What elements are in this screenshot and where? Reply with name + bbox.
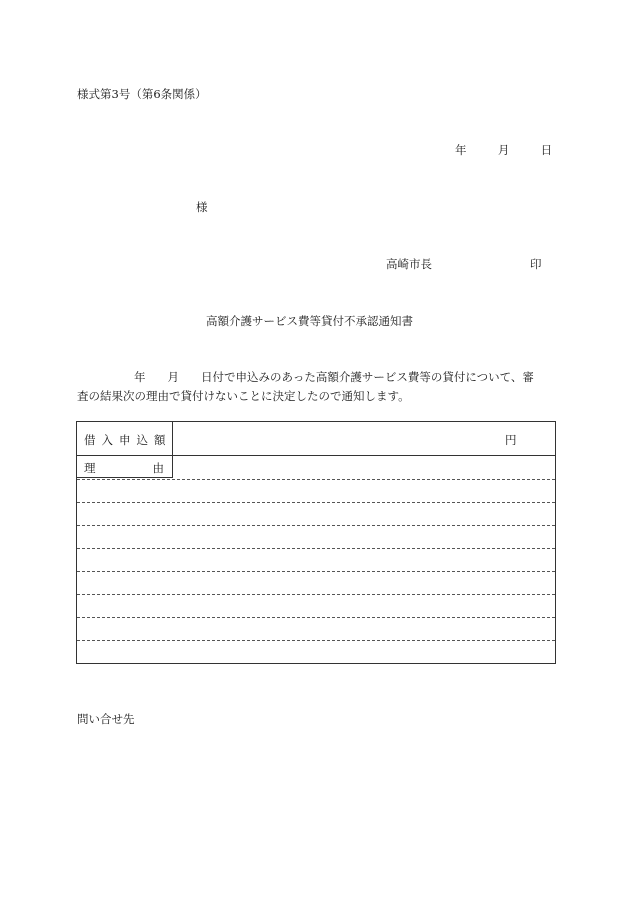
reason-line [77,479,555,480]
detail-table [76,421,556,664]
contact-label: 問い合せ先 [77,712,135,726]
form-number: 様式第3号（第6条関係） [77,87,207,101]
body-year: 年 [134,370,146,384]
body-line-2: 査の結果次の理由で貸付けないことに決定したので通知します。 [77,389,410,403]
date-month: 月 [497,143,510,157]
document-title: 高額介護サービス費等貸付不承認通知書 [206,314,413,328]
reason-line [77,640,555,641]
body-line-1: 日付で申込みのあった高額介護サービス費等の貸付について、審 [201,370,534,384]
reason-line [77,502,555,503]
reason-line [77,594,555,595]
issuer-name: 高崎市長 [386,257,432,271]
issuer-line [386,256,542,272]
reason-row [77,456,555,478]
seal-mark: 印 [530,257,542,271]
reason-label-second: 由 [152,461,164,475]
reason-line [77,548,555,549]
date-year: 年 [455,143,467,157]
recipient-suffix: 様 [196,200,208,214]
body-text [77,368,557,406]
amount-label-cell [77,422,173,455]
reason-line [77,525,555,526]
amount-label: 借入申込額 [84,433,172,447]
reason-label-first: 理 [84,461,96,475]
amount-row [77,422,555,456]
date-line [455,142,552,158]
reason-label-cell [77,456,173,478]
reason-line [77,617,555,618]
reason-line [77,571,555,572]
date-day: 日 [540,143,553,157]
body-month: 月 [167,370,179,384]
amount-unit: 円 [505,433,517,447]
